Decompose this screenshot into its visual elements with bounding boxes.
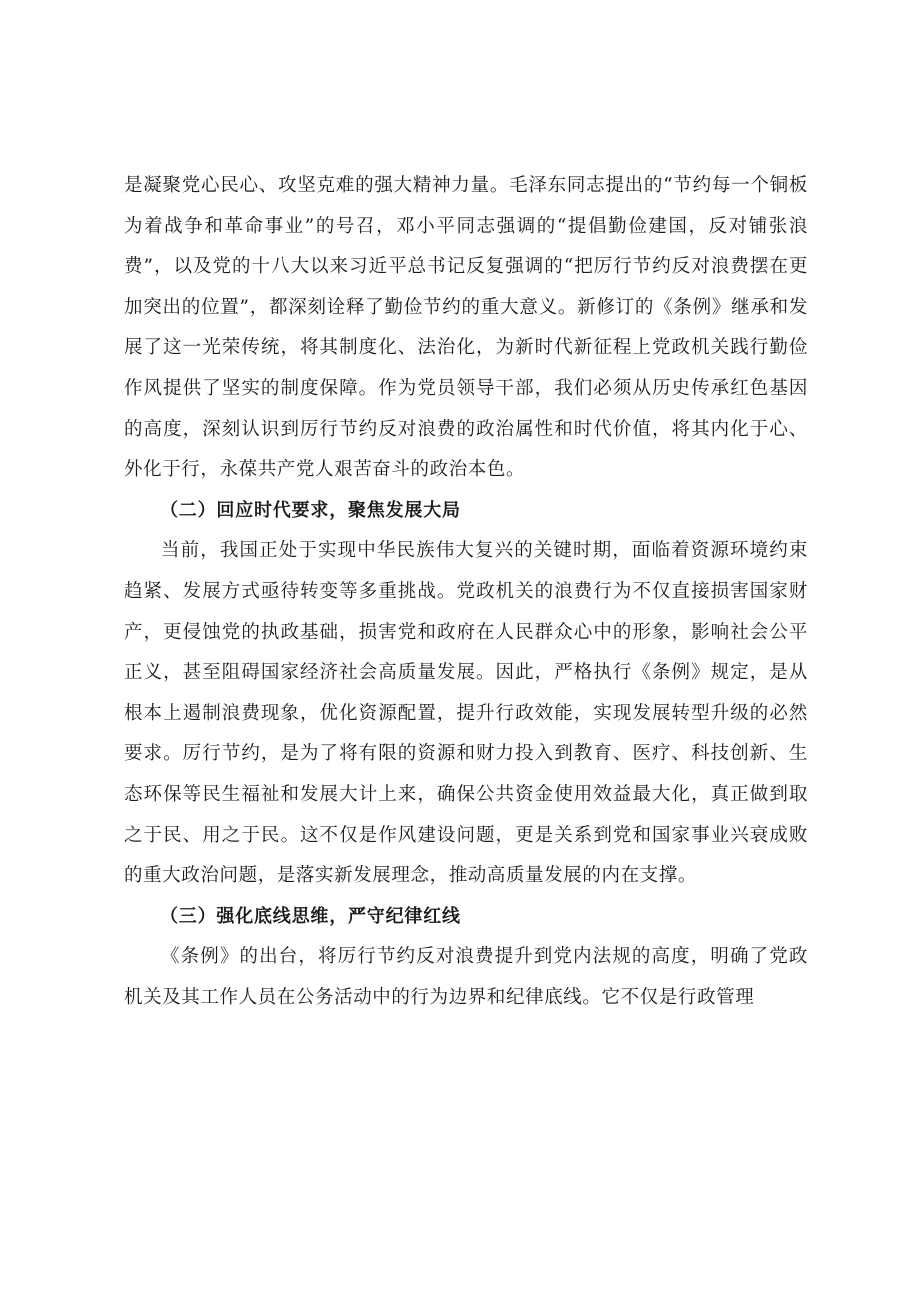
document-body [124, 166, 808, 1018]
section-heading-2: （二）回应时代要求，聚焦发展大局 [160, 499, 461, 521]
section-heading-3: （三）强化底线思维，严守纪律红线 [160, 905, 461, 927]
paragraph-section-3: 《条例》的出台，将厉行节约反对浪费提升到党内法规的高度，明确了党政机关及其工作人员在公务活动中的行为边界和纪律底线。它不仅是行政管理 [124, 946, 808, 1008]
paragraph-section-2: 当前，我国正处于实现中华民族伟大复兴的关键时期，面临着资源环境约束趋紧、发展方式亟待转变等多重挑战。党政机关的浪费行为不仅直接损害国家财产，更侵蚀党的执政基础，损害党和政府在人民群众心中的形象，影响社会公平正义，甚至阻碍国家经济社会高质量发展。因此，严格执行《条例》规定，是从根本上遏制浪费现象，优化资源配置，提升行政效能，实现发展转型升级的必然要求。厉行节约，是为了将有限的资源和财力投入到教育、医疗、科技创新、生态环保等民生福祉和发展大计上来，确保公共资金使用效益最大化，真正做到取之于民、用之于民。这不仅是作风建设问题，更是关系到党和国家事业兴衰成败的重大政治问题，是落实新发展理念，推动高质量发展的内在支撑。 [124, 540, 808, 887]
paragraph-continuation: 是凝聚党心民心、攻坚克难的强大精神力量。毛泽东同志提出的“节约每一个铜板为着战争和革命事业”的号召，邓小平同志强调的“提倡勤俭建国，反对铺张浪费”，以及党的十八大以来习近平总书记反复强调的“把厉行节约反对浪费摆在更加突出的位置”，都深刻诠释了勤俭节约的重大意义。新修订的《条例》继承和发展了这一光荣传统，将其制度化、法治化，为新时代新征程上党政机关践行勤俭作风提供了坚实的制度保障。作为党员领导干部，我们必须从历史传承红色基因的高度，深刻认识到厉行节约反对浪费的政治属性和时代价值，将其内化于心、外化于行，永葆共产党人艰苦奋斗的政治本色。 [124, 175, 808, 481]
